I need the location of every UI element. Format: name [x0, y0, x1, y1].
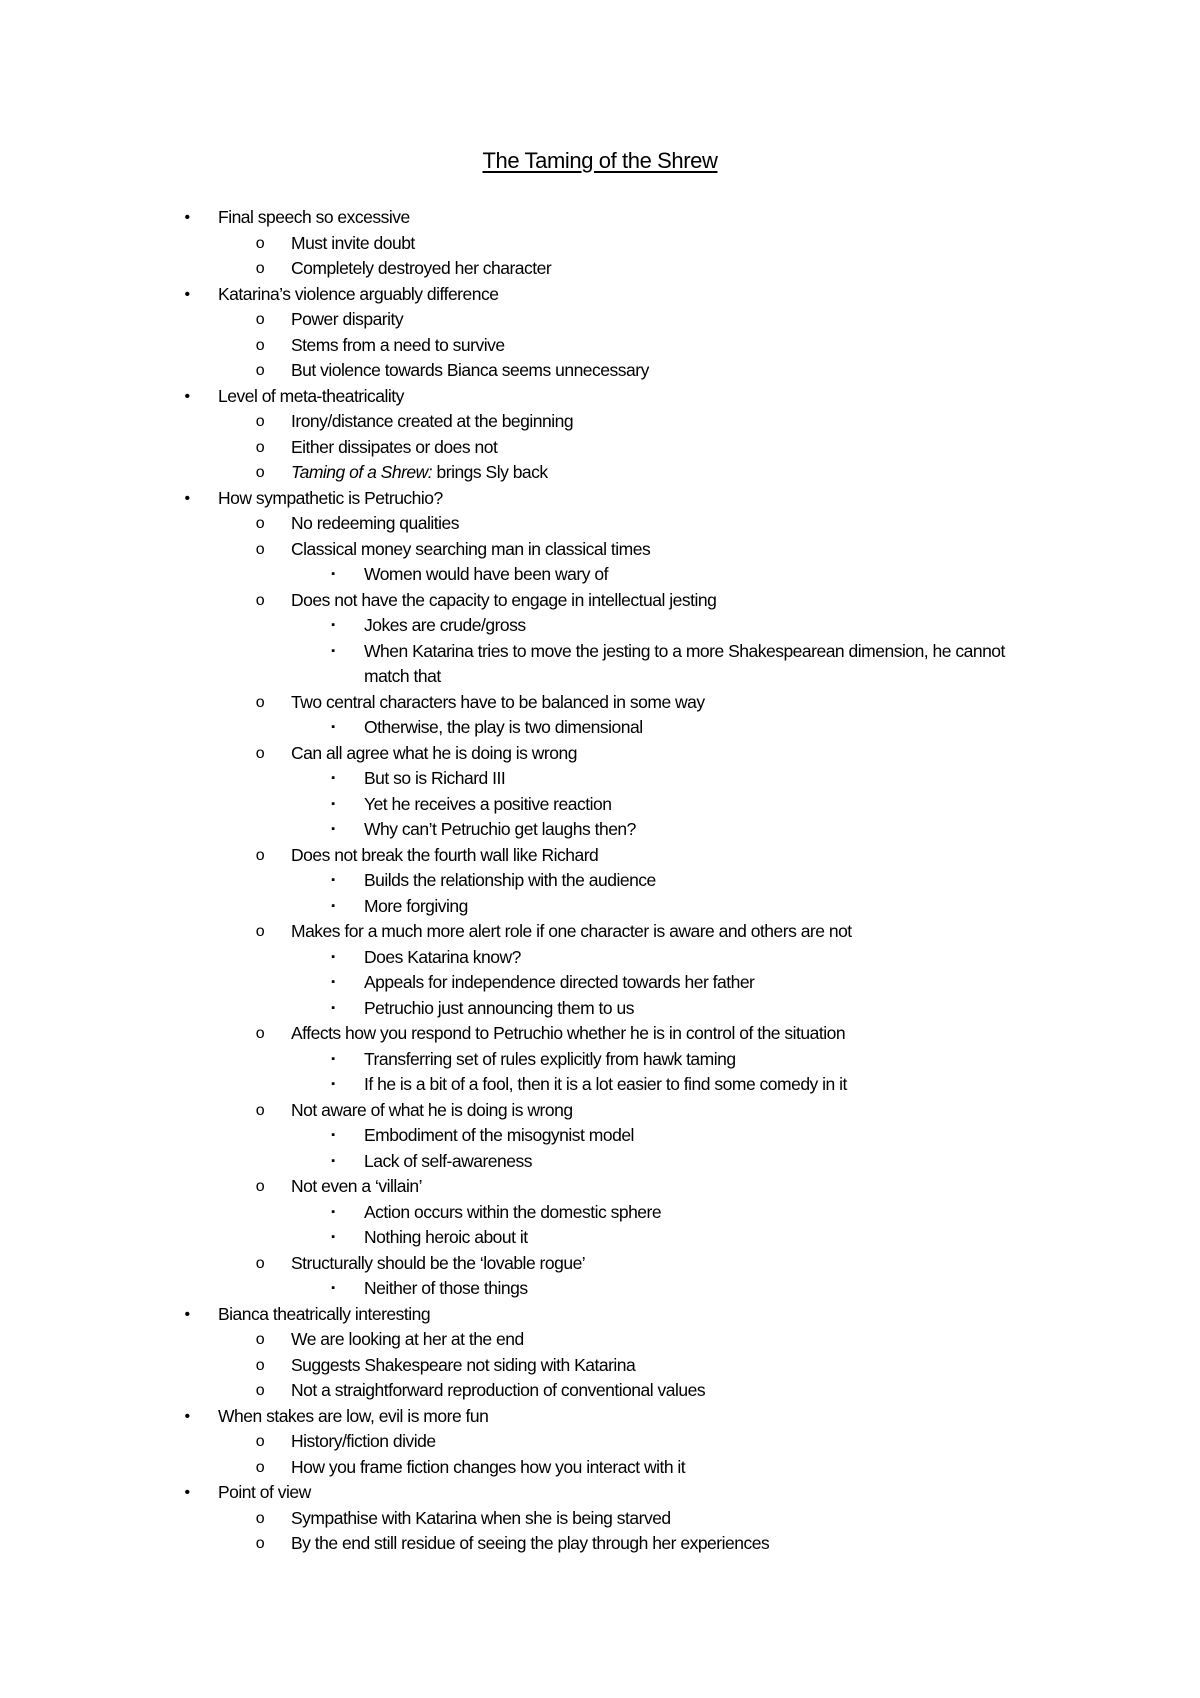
outline-item-level-3 [0, 996, 1200, 1022]
square-bullet-icon: ▪ [331, 1154, 335, 1167]
outline-item-text: Transferring set of rules explicitly from hawk taming [364, 1048, 736, 1069]
outline-item-text: Yet he receives a positive reaction [364, 793, 612, 814]
outline-item-text: Power disparity [291, 309, 404, 329]
square-bullet-icon: ▪ [331, 823, 335, 835]
circle-bullet-icon: o [255, 540, 265, 558]
outline-item-level-2 [0, 741, 1200, 767]
outline-item-level-2 [0, 843, 1200, 869]
outline-item-text: Makes for a much more alert role if one character is aware and others are not [291, 921, 852, 941]
square-bullet-icon: ▪ [331, 568, 335, 580]
notes-outline [0, 205, 1200, 1557]
outline-item-level-3 [0, 1072, 1200, 1098]
circle-bullet-icon: o [255, 413, 265, 430]
outline-item-text: Not aware of what he is doing is wrong [291, 1099, 573, 1120]
circle-bullet-icon: o [255, 1025, 265, 1042]
circle-bullet-icon: o [255, 591, 265, 609]
outline-item-text: Lack of self-awareness [364, 1150, 532, 1171]
square-bullet-icon: ▪ [331, 899, 335, 912]
outline-item-level-2 [0, 1378, 1200, 1404]
circle-bullet-icon: o [255, 846, 265, 864]
square-bullet-icon: ▪ [331, 1231, 335, 1243]
outline-item-text: How you frame fiction changes how you interact with it [291, 1456, 686, 1477]
outline-item-text: Final speech so excessive [218, 207, 410, 227]
outline-item-level-2 [0, 1455, 1200, 1481]
outline-item-level-2 [0, 537, 1200, 563]
outline-item-text: Women would have been wary of [364, 564, 608, 584]
square-bullet-icon: ▪ [331, 772, 335, 784]
outline-item-text: brings Sly back [432, 462, 548, 482]
outline-item-level-2 [0, 460, 1200, 486]
circle-bullet-icon: o [255, 923, 265, 940]
circle-bullet-icon: o [255, 1458, 265, 1476]
outline-item-level-3 [0, 715, 1200, 741]
outline-item-level-1 [0, 1480, 1200, 1506]
outline-item-level-2 [0, 256, 1200, 282]
outline-item-level-3 [0, 817, 1200, 843]
outline-item-level-2 [0, 409, 1200, 435]
outline-item-level-1 [0, 1302, 1200, 1328]
outline-item-level-2 [0, 1098, 1200, 1124]
outline-item-text: Bianca theatrically interesting [218, 1303, 431, 1324]
outline-item-level-3 [0, 1047, 1200, 1073]
outline-item-text: Katarina’s violence arguably difference [218, 283, 499, 304]
outline-item-level-2 [0, 1174, 1200, 1200]
outline-item-level-2 [0, 690, 1200, 716]
circle-bullet-icon: o [255, 311, 265, 328]
outline-item-text: No redeeming qualities [291, 513, 459, 533]
outline-item-level-3 [0, 894, 1200, 920]
outline-item-level-2 [0, 358, 1200, 384]
square-bullet-icon: ▪ [331, 644, 335, 657]
square-bullet-icon: ▪ [331, 874, 335, 886]
outline-item-text: Level of meta-theatricality [218, 385, 404, 406]
outline-item-text: Completely destroyed her character [291, 258, 552, 278]
outline-item-level-2 [0, 511, 1200, 537]
square-bullet-icon: ▪ [331, 950, 335, 963]
page-title: The Taming of the Shrew [482, 148, 718, 173]
outline-item-text: More forgiving [364, 895, 468, 916]
outline-item-text: Structurally should be the ‘lovable rogue’ [291, 1252, 586, 1273]
circle-bullet-icon: o [255, 515, 265, 532]
italic-title-text: Taming of a Shrew: [291, 462, 433, 482]
outline-item-level-2 [0, 231, 1200, 257]
outline-item-level-3 [0, 1200, 1200, 1226]
circle-bullet-icon: o [255, 438, 265, 456]
outline-item-text: Embodiment of the misogynist model [364, 1125, 634, 1145]
circle-bullet-icon: o [255, 1433, 265, 1450]
outline-item-level-1 [0, 282, 1200, 308]
circle-bullet-icon: o [255, 1509, 265, 1527]
outline-item-level-3 [0, 1276, 1200, 1302]
outline-item-text: Classical money searching man in classical times [291, 538, 651, 559]
outline-item-level-2 [0, 919, 1200, 945]
circle-bullet-icon: o [255, 260, 265, 277]
outline-item-text: Neither of those things [364, 1278, 528, 1298]
outline-item-text: But so is Richard III [364, 768, 506, 788]
bullet-icon: • [184, 209, 190, 226]
circle-bullet-icon: o [255, 234, 265, 252]
outline-item-level-2 [0, 1021, 1200, 1047]
outline-item-level-3 [0, 639, 1044, 690]
circle-bullet-icon: o [255, 336, 265, 354]
circle-bullet-icon: o [255, 1382, 265, 1399]
outline-item-level-3 [0, 1225, 1200, 1251]
outline-item-text: But violence towards Bianca seems unnecessary [291, 360, 649, 380]
circle-bullet-icon: o [255, 1356, 265, 1374]
outline-item-text: Does Katarina know? [364, 946, 521, 967]
outline-item-text: Action occurs within the domestic sphere [364, 1201, 662, 1222]
square-bullet-icon: ▪ [331, 1205, 335, 1218]
outline-item-level-2 [0, 1251, 1200, 1277]
bullet-icon: • [184, 285, 190, 303]
outline-item-text: Suggests Shakespeare not siding with Katarina [291, 1354, 636, 1375]
outline-item-text: When stakes are low, evil is more fun [218, 1405, 489, 1426]
bullet-icon: • [184, 489, 190, 507]
circle-bullet-icon: o [255, 744, 265, 762]
outline-item-text: Not a straightforward reproduction of conventional values [291, 1380, 706, 1400]
outline-item-level-3 [0, 970, 1200, 996]
outline-item-text: Not even a ‘villain’ [291, 1176, 423, 1196]
outline-item-text: Must invite doubt [291, 232, 415, 253]
outline-item-level-3 [0, 1123, 1200, 1149]
square-bullet-icon: ▪ [331, 1129, 335, 1141]
bullet-icon: • [184, 387, 190, 405]
circle-bullet-icon: o [255, 362, 265, 379]
circle-bullet-icon: o [255, 1535, 265, 1552]
outline-item-text: Jokes are crude/gross [364, 615, 526, 635]
outline-item-text: Otherwise, the play is two dimensional [364, 717, 643, 737]
outline-item-text: Affects how you respond to Petruchio whether he is in control of the situation [291, 1023, 846, 1043]
outline-item-level-2 [0, 1327, 1200, 1353]
circle-bullet-icon: o [255, 1178, 265, 1195]
outline-item-text: Two central characters have to be balanced in some way [291, 691, 705, 712]
outline-item-text: Does not break the fourth wall like Richard [291, 844, 599, 865]
outline-item-text: Point of view [218, 1482, 311, 1502]
bullet-icon: • [184, 1305, 190, 1323]
outline-item-level-2 [0, 1531, 1200, 1557]
outline-item-text: Nothing heroic about it [364, 1227, 528, 1247]
square-bullet-icon: ▪ [331, 619, 335, 631]
outline-item-level-2 [0, 1353, 1200, 1379]
outline-item-text: We are looking at her at the end [291, 1329, 524, 1349]
outline-item-level-1 [0, 384, 1200, 410]
square-bullet-icon: ▪ [331, 1078, 335, 1090]
outline-item-text: Petruchio just announcing them to us [364, 997, 634, 1018]
square-bullet-icon: ▪ [331, 721, 335, 733]
outline-item-level-3 [0, 945, 1200, 971]
square-bullet-icon: ▪ [331, 797, 335, 810]
circle-bullet-icon: o [255, 1101, 265, 1119]
bullet-icon: • [184, 1407, 190, 1425]
outline-item-level-1 [0, 1404, 1200, 1430]
outline-item-text: Can all agree what he is doing is wrong [291, 742, 577, 763]
outline-item-level-1 [0, 486, 1200, 512]
outline-item-text: Either dissipates or does not [291, 436, 498, 457]
outline-item-level-3 [0, 868, 1200, 894]
square-bullet-icon: ▪ [331, 976, 335, 988]
outline-item-text: History/fiction divide [291, 1431, 436, 1451]
square-bullet-icon: ▪ [331, 1001, 335, 1014]
outline-item-level-2 [0, 333, 1200, 359]
outline-item-level-2 [0, 588, 1200, 614]
outline-item-level-2 [0, 307, 1200, 333]
outline-item-level-2 [0, 1506, 1200, 1532]
outline-item-level-1 [0, 205, 1200, 231]
square-bullet-icon: ▪ [331, 1052, 335, 1065]
outline-item-text: Sympathise with Katarina when she is being starved [291, 1507, 671, 1528]
outline-item-level-3 [0, 613, 1200, 639]
outline-item-level-2 [0, 435, 1200, 461]
outline-item-text: Appeals for independence directed towards her father [364, 972, 755, 992]
outline-item-level-3 [0, 792, 1200, 818]
outline-item-text: Does not have the capacity to engage in intellectual jesting [291, 589, 717, 610]
circle-bullet-icon: o [255, 1254, 265, 1272]
bullet-icon: • [184, 1484, 190, 1501]
circle-bullet-icon: o [255, 693, 265, 711]
outline-item-text: Builds the relationship with the audience [364, 870, 656, 890]
circle-bullet-icon: o [255, 464, 265, 481]
outline-item-text: Why can’t Petruchio get laughs then? [364, 819, 636, 839]
outline-item-text: If he is a bit of a fool, then it is a lot easier to find some comedy in it [364, 1074, 847, 1094]
outline-item-text: By the end still residue of seeing the play through her experiences [291, 1533, 770, 1553]
outline-item-level-3 [0, 1149, 1200, 1175]
outline-item-text: When Katarina tries to move the jesting to a more Shakespearean dimension, he cannot match that [364, 640, 1005, 686]
outline-item-text: Irony/distance created at the beginning [291, 411, 574, 431]
square-bullet-icon: ▪ [331, 1282, 335, 1294]
outline-item-text: How sympathetic is Petruchio? [218, 487, 443, 508]
outline-item-text: Stems from a need to survive [291, 334, 505, 355]
circle-bullet-icon: o [255, 1331, 265, 1348]
outline-item-level-3 [0, 562, 1200, 588]
outline-item-level-3 [0, 766, 1200, 792]
outline-item-level-2 [0, 1429, 1200, 1455]
